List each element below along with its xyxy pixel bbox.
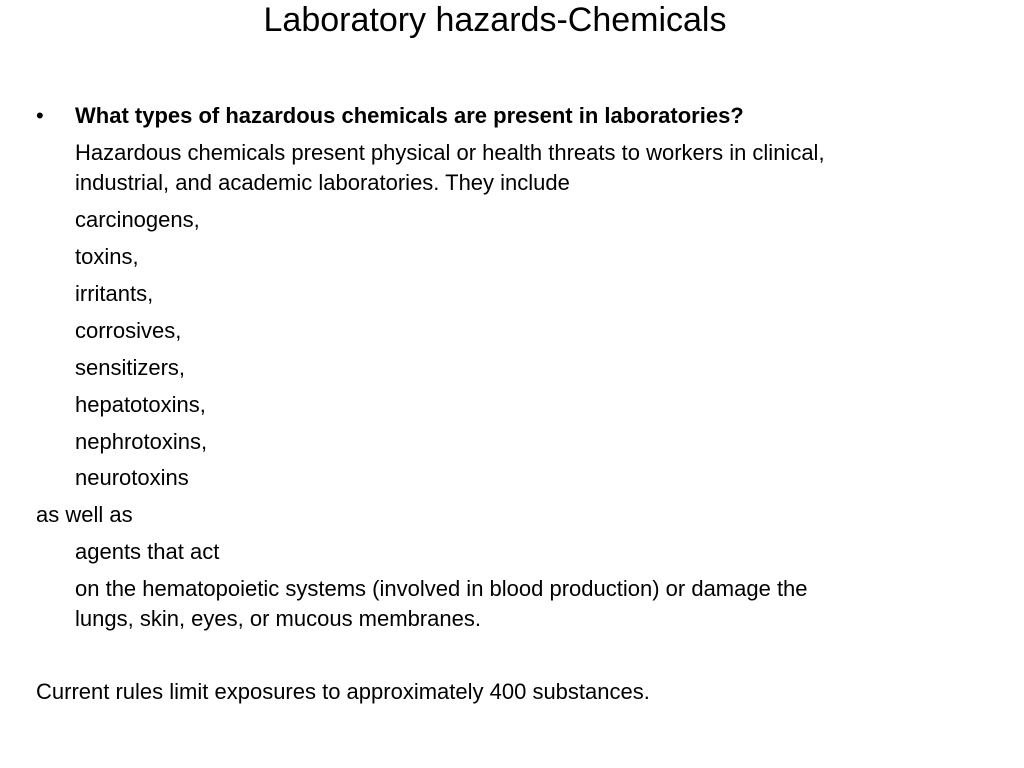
agents-detail-line-2: lungs, skin, eyes, or mucous membranes. bbox=[75, 606, 481, 631]
as-well-as-text: as well as bbox=[36, 502, 133, 527]
agents-text: agents that act bbox=[75, 539, 220, 564]
intro-text-line-2: industrial, and academic laboratories. They include bbox=[75, 170, 570, 195]
hazard-item-carcinogens: carcinogens, bbox=[75, 207, 200, 232]
hazard-item-corrosives: corrosives, bbox=[75, 318, 182, 343]
closing-statement: Current rules limit exposures to approximately 400 substances. bbox=[36, 679, 650, 704]
hazard-item-nephrotoxins: nephrotoxins, bbox=[75, 429, 208, 454]
hazard-item-hepatotoxins: hepatotoxins, bbox=[75, 392, 206, 417]
slide-title: Laboratory hazards-Chemicals bbox=[263, 1, 727, 39]
question-heading: What types of hazardous chemicals are present in laboratories? bbox=[75, 103, 744, 128]
hazard-item-irritants: irritants, bbox=[75, 281, 154, 306]
hazard-item-neurotoxins: neurotoxins bbox=[75, 465, 189, 490]
bullet-marker: • bbox=[36, 103, 44, 128]
hazard-item-toxins: toxins, bbox=[75, 244, 139, 269]
intro-text-line-1: Hazardous chemicals present physical or health threats to workers in clinical, bbox=[75, 140, 825, 165]
agents-detail-line-1: on the hematopoietic systems (involved in blood production) or damage the bbox=[75, 576, 808, 601]
hazard-item-sensitizers: sensitizers, bbox=[75, 355, 186, 380]
